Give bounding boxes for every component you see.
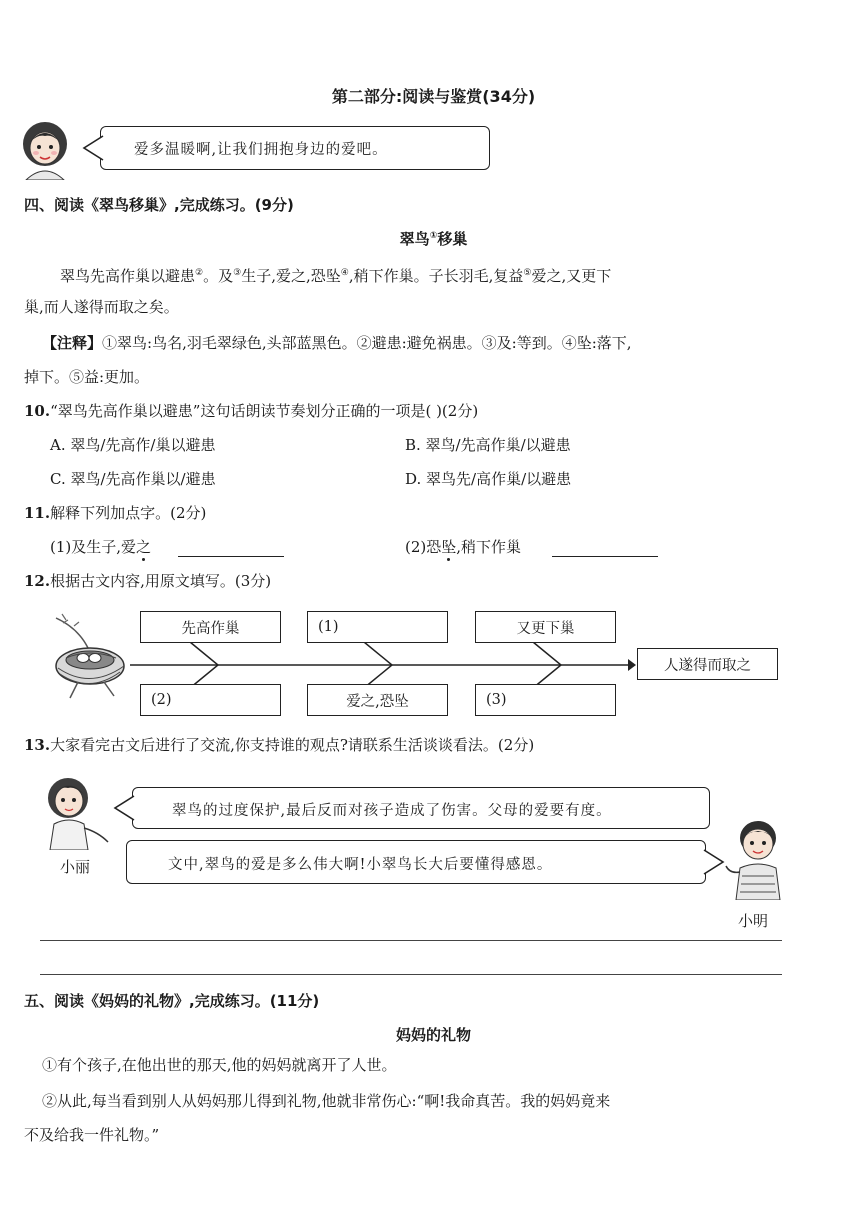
q10-option-a[interactable]: A. 翠鸟/先高作/巢以避患 (50, 436, 216, 454)
passage-line2: 巢,而人遂得而取之矣。 (24, 298, 179, 316)
q12-text: 根据古文内容,用原文填写。(3分) (50, 572, 272, 590)
notes-text1: ①翠鸟:鸟名,羽毛翠绿色,头部蓝黑色。②避患:避免祸患。③及:等到。④坠:落下, (102, 334, 632, 352)
q13-answer-line-2[interactable] (40, 974, 782, 975)
q10-option-b[interactable]: B. 翠鸟/先高作巢/以避患 (405, 436, 571, 454)
passage-seg5: 爱之,又更下 (531, 267, 612, 285)
q11-text: 解释下列加点字。(2分) (50, 504, 207, 522)
q10-number: 10. (24, 402, 51, 420)
q11-item2-text-b: ,稍下作巢 (456, 538, 522, 556)
q11-answer-blank-1[interactable] (178, 556, 284, 557)
section-title: 第二部分:阅读与鉴赏(34分) (331, 87, 536, 106)
passage-seg4: ,稍下作巢。子长羽毛,复益 (348, 267, 524, 285)
footnote-5: ⑤ (523, 268, 532, 278)
q11-prompt (24, 496, 206, 530)
q12-number: 12. (24, 572, 51, 590)
passage-line1 (60, 256, 820, 293)
fishbone-top-box-1: 先高作巢 (140, 611, 281, 643)
xiaoming-name: 小明 (738, 912, 769, 930)
q11-item2-text-a: (2)恐 (405, 538, 442, 556)
fishbone-top-box-3: 又更下巢 (475, 611, 616, 643)
footnote-2: ② (195, 268, 204, 278)
q11-item1-dotted-char: 之 (136, 538, 152, 556)
notes-line2: 掉下。⑤益:更加。 (24, 368, 150, 386)
xiaoli-avatar-icon (38, 772, 116, 850)
q13-number: 13. (24, 736, 51, 754)
footnote-3: ③ (233, 268, 242, 278)
xiaoming-avatar-icon (722, 814, 792, 900)
q10-prompt (24, 394, 478, 428)
passage-title (0, 228, 867, 249)
part5-paragraph-2-line2: 不及给我一件礼物。” (24, 1126, 160, 1144)
fishbone-top-box-2-answer[interactable]: (1) (307, 611, 448, 643)
q11-item2 (405, 530, 521, 564)
title-part-a: 翠鸟 (399, 230, 430, 248)
part5-paragraph-1: ①有个孩子,在他出世的那天,他的妈妈就离开了人世。 (42, 1056, 397, 1074)
fishbone-bottom-box-1-answer[interactable]: (2) (140, 684, 281, 716)
q10-option-c[interactable]: C. 翠鸟/先高作巢以/避患 (50, 470, 216, 488)
passage-seg1: 翠鸟先高作巢以避患 (60, 267, 196, 285)
title-part-b: 移巢 (437, 230, 468, 248)
bubble-tail-icon (113, 794, 135, 822)
q12-prompt (24, 564, 271, 598)
fishbone-end-box: 人遂得而取之 (637, 648, 778, 680)
q11-item2-dotted-char: 坠 (441, 538, 457, 556)
q11-number: 11. (24, 504, 51, 522)
q13-prompt (24, 728, 534, 762)
notes-label: 【注释】 (42, 334, 103, 352)
bird-nest-icon (48, 608, 130, 700)
q10-option-d[interactable]: D. 翠鸟先/高作巢/以避患 (405, 470, 572, 488)
part5-passage-title: 妈妈的礼物 (395, 1026, 471, 1044)
q10-text: “翠鸟先高作巢以避患”这句话朗读节奏划分正确的一项是( )(2分) (50, 402, 479, 420)
q11-answer-blank-2[interactable] (552, 556, 658, 557)
passage-seg3: 生子,爱之,恐坠 (241, 267, 341, 285)
part5-heading: 五、阅读《妈妈的礼物》,完成练习。(11分) (24, 992, 320, 1010)
intro-bubble-text: 爱多温暖啊,让我们拥抱身边的爱吧。 (134, 142, 388, 158)
fishbone-bottom-box-3-answer[interactable]: (3) (475, 684, 616, 716)
xiaoli-bubble-text: 翠鸟的过度保护,最后反而对孩子造成了伤害。父母的爱要有度。 (172, 803, 612, 819)
footnote-4: ④ (340, 268, 349, 278)
notes-line1 (42, 326, 842, 360)
q13-answer-line-1[interactable] (40, 940, 782, 941)
part4-heading: 四、阅读《翠鸟移巢》,完成练习。(9分) (24, 196, 294, 214)
bubble-tail-icon (82, 134, 104, 162)
fishbone-bottom-box-2: 爱之,恐坠 (307, 684, 448, 716)
passage-seg2: 。及 (203, 267, 234, 285)
part5-paragraph-2-line1: ②从此,每当看到别人从妈妈那儿得到礼物,他就非常伤心:“啊!我命真苦。我的妈妈竟来 (42, 1092, 611, 1110)
q11-item1 (50, 530, 151, 564)
xiaoli-name: 小丽 (60, 858, 91, 876)
title-footnote: ① (429, 231, 438, 241)
q11-item1-text: (1)及生子,爱 (50, 538, 137, 556)
q13-text: 大家看完古文后进行了交流,你支持谁的观点?请联系生活谈谈看法。(2分) (50, 736, 535, 754)
xiaoming-bubble-text: 文中,翠鸟的爱是多么伟大啊!小翠鸟长大后要懂得感恩。 (168, 857, 553, 873)
girl-avatar-icon (16, 118, 74, 180)
